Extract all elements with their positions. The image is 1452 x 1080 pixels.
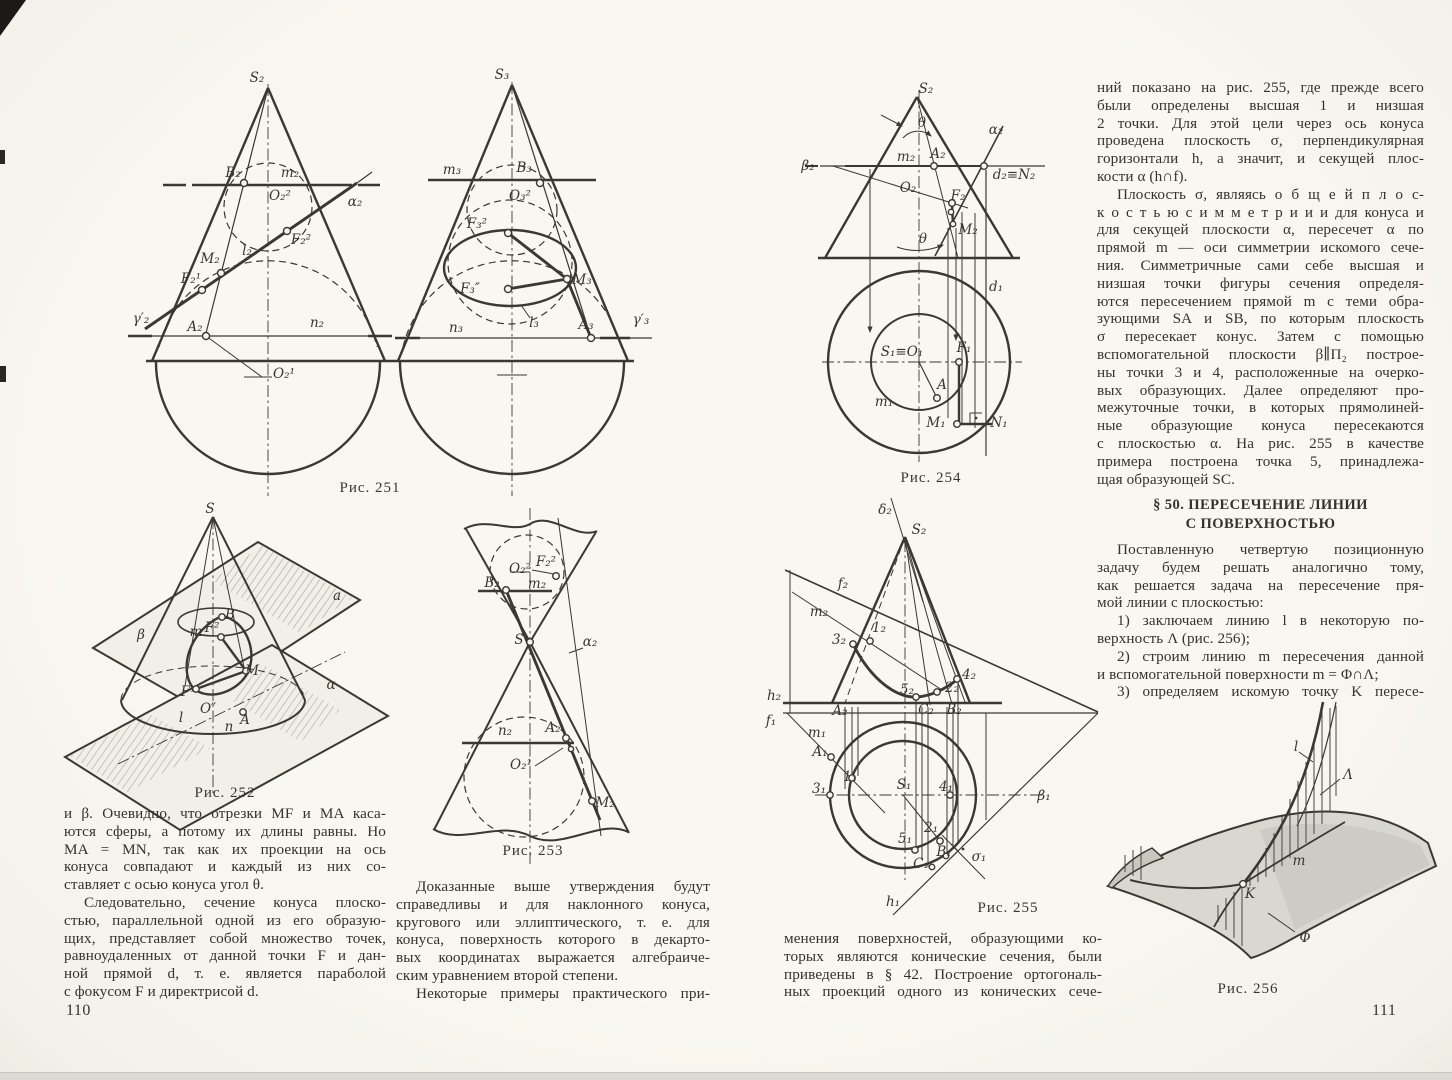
text-line: зующими SA и SB, по которым плоскость	[1097, 310, 1424, 328]
figure-label: m₁	[874, 394, 894, 410]
heading-line2: С ПОВЕРХНОСТЬЮ	[1185, 515, 1336, 532]
text-line: менения поверхностей, образующими ко-	[784, 930, 1102, 947]
text-line: прямой m — оси симметрии искомого сече-	[1097, 239, 1424, 257]
page110-column2-text	[396, 878, 710, 1003]
fig255-caption: Рис. 255	[977, 900, 1039, 916]
figure-label: S	[514, 632, 524, 648]
figure-label: θ	[917, 115, 927, 131]
text-line: примера построена точка 5, принадлежа-	[1097, 452, 1424, 470]
text-line: кругового или эллиптического, т. е. для	[396, 913, 710, 931]
figure-label: M₁	[926, 415, 946, 431]
figure-256-line-surface-intersection	[1100, 700, 1450, 1012]
text-line: ные образующие конуса пересекаются	[1097, 417, 1424, 435]
figure-label: 5₁	[897, 831, 913, 847]
figure-label: C₂	[918, 702, 934, 718]
text-line: горизонтали h, а значит, и секущей плос-	[1097, 150, 1424, 168]
figure-label: m₃	[442, 162, 462, 178]
figure-label: M	[245, 663, 259, 679]
text-line: 1) заключаем линию l в некоторую по-	[1117, 612, 1424, 630]
text-line: межуточные точки, в которых прямолиней-	[1097, 399, 1424, 417]
page111-column-mid	[1097, 541, 1424, 701]
figure-label: n₂	[309, 315, 325, 331]
figure-label: h₁	[885, 894, 901, 910]
text-line: как решается задача на пересечение пря-	[1097, 576, 1424, 594]
figure-label: d₂≡N₂	[992, 167, 1036, 183]
figure-label: A₂	[545, 720, 561, 736]
figure-label: S₁≡O₁	[880, 344, 924, 360]
fig251-right-cone	[392, 82, 652, 496]
figure-254-cone-section-projections	[780, 68, 1102, 496]
figure-label: M₂	[200, 251, 220, 267]
text-line: с плоскостью α. На рис. 255 в качестве	[1097, 434, 1424, 452]
figure-label: C₁	[913, 856, 929, 872]
figure-label: 3₂	[831, 632, 847, 648]
scan-corner-artifact	[0, 0, 26, 36]
text-line: и вспомогательной поверхности m = Φ∩Λ;	[1097, 665, 1379, 683]
figure-label: n₃	[448, 320, 464, 336]
figure-label: A	[240, 712, 250, 728]
figure-label: O″	[199, 701, 217, 717]
text-line: с фокусом F и директрисой d.	[64, 982, 259, 1000]
figure-label: A₂	[832, 703, 848, 719]
text-line: ются сферы, а потому их длины равны. Но	[64, 822, 386, 840]
figure-label: α₂	[988, 122, 1004, 138]
figure-label: δ₂	[878, 502, 892, 518]
figure-label: K	[1244, 886, 1256, 902]
text-line: были определены высшая 1 и низшая	[1097, 96, 1424, 114]
figure-label: F¹	[180, 684, 196, 700]
figure-label: σ₁	[971, 849, 987, 865]
text-line: для секущей плоскости α, пересечет α по	[1097, 221, 1424, 239]
figure-label: M₂	[958, 222, 978, 238]
figure-252-cone-two-planes-3d	[55, 500, 395, 805]
figure-label: A₂	[187, 319, 203, 335]
text-line: конуса, поверхность которого в декарто-	[396, 931, 710, 949]
text-line: ставляет с осью конуса угол θ.	[64, 876, 265, 894]
text-line: и β. Очевидно, что отрезки MF и MA каса-	[64, 805, 386, 822]
figure-label: O₂	[899, 180, 917, 196]
text-line: Поставленную четвертую позиционную	[1117, 541, 1424, 558]
figure-label: A	[937, 377, 947, 393]
figure-label: l₂	[242, 243, 252, 259]
text-line: ния. Симметричные сами себе высшая и	[1097, 256, 1424, 274]
figure-label: 3₁	[811, 781, 827, 797]
figure-label: F₃²	[466, 216, 488, 232]
figure-label: m	[189, 624, 203, 640]
text-line: 2) строим линию m пересечения данной	[1117, 647, 1424, 665]
figure-label: θ	[918, 231, 928, 247]
figure-label: α	[326, 677, 336, 693]
figure-label: F²	[204, 620, 220, 636]
fig254-caption: Рис. 254	[900, 470, 962, 486]
text-line: щих, представляет собой множество точек,	[64, 929, 386, 947]
figure-label: F₂²	[535, 554, 557, 570]
figure-label: F₂²	[290, 232, 312, 248]
text-line: 2 точки. Для этой цели через ось конуса	[1097, 114, 1424, 132]
figure-label: S₂	[249, 70, 265, 86]
page-edge-shadow	[0, 1072, 1452, 1080]
figure-label: m	[1292, 853, 1306, 869]
text-line: щая образующей SC.	[1097, 470, 1236, 488]
figure-label: β₁	[1037, 788, 1051, 804]
figure-label: n	[224, 719, 234, 735]
text-line: 3) определяем искомую точку K пересе-	[1117, 683, 1424, 701]
text-line: ским уравнением второй степени.	[396, 966, 619, 984]
figure-label: 4₁	[938, 779, 954, 795]
figure-label: F₃″	[460, 281, 480, 297]
figure-label: 2₁	[923, 820, 939, 836]
text-line: ных проекций одного из конических сече-	[784, 983, 1102, 1001]
figure-label: m₂	[280, 165, 300, 181]
text-line: Следовательно, сечение конуса плоско-	[84, 893, 386, 911]
figure-label: γ′₃	[632, 312, 650, 328]
figure-label: A₃	[578, 317, 594, 333]
text-line: равноудаленных от данной точки F и дан-	[64, 947, 386, 965]
fig251-left-cone	[128, 84, 392, 496]
figure-255-cone-plane-section-construction	[760, 494, 1105, 918]
text-line: MA = MN, так как их проекции на ось	[64, 840, 386, 858]
figure-label: m₂	[527, 576, 547, 592]
fig256-caption: Рис. 256	[1217, 981, 1279, 997]
fig252-caption: Рис. 252	[194, 785, 256, 801]
figure-label: S₂	[911, 522, 927, 538]
figure-label: O₂¹	[273, 366, 295, 382]
text-line: ний показано на рис. 255, где прежде всего	[1097, 79, 1424, 96]
text-line: стью, параллельной одной из его образую-	[64, 911, 386, 929]
figure-label: B	[225, 607, 235, 623]
figure-label: α₂	[582, 634, 598, 650]
scan-edge-mark	[0, 150, 5, 164]
figure-label: h₂	[766, 688, 782, 704]
figure-label: B₁	[936, 844, 952, 860]
figure-label: M₂	[595, 795, 615, 811]
section-50-heading	[1097, 496, 1424, 533]
text-line: справедливы и для наклонного конуса,	[396, 895, 710, 913]
text-line: проведена плоскость σ, перпендикулярная	[1097, 132, 1424, 150]
text-line: торых являются конические сечения, были	[784, 947, 1102, 965]
figure-label: S₂	[918, 81, 934, 97]
figure-label: l	[1293, 739, 1299, 755]
page-number-111: 111	[1372, 1002, 1397, 1019]
page110-column1-text	[64, 805, 386, 1001]
figure-label: B₃	[516, 160, 532, 176]
fig253-caption: Рис. 253	[502, 843, 564, 859]
figure-label: a	[332, 588, 342, 604]
figure-label: O₃²	[509, 188, 531, 204]
text-line: ной прямой d, т. е. является параболой	[64, 965, 386, 983]
text-line: Доказанные выше утверждения будут	[416, 878, 710, 895]
scan-edge-mark	[0, 366, 6, 382]
figure-label: n₂	[497, 723, 513, 739]
text-line: Некоторые примеры практического при-	[416, 984, 710, 1002]
figure-label: 5₂	[899, 682, 915, 698]
figure-label: S	[205, 501, 215, 517]
figure-label: F₂	[950, 188, 966, 204]
figure-label: 1₂	[871, 620, 887, 636]
figure-label: 4₂	[961, 667, 977, 683]
page111-column-top	[1097, 79, 1424, 488]
text-line: приведены в § 42. Построение ортогональ-	[784, 965, 1102, 983]
figure-label: α₂	[347, 194, 363, 210]
figure-label: M₃	[572, 272, 592, 288]
figure-label: β₂	[801, 158, 815, 174]
text-line: вых образующих. Далее определяют про-	[1097, 381, 1424, 399]
heading-line1: § 50. ПЕРЕСЕЧЕНИЕ ЛИНИИ	[1153, 497, 1368, 513]
figure-label: A₁	[812, 744, 828, 760]
text-line: Плоскость σ, являясь о б щ е й п л о с-	[1117, 185, 1424, 203]
figure-label: 2₂	[944, 680, 960, 696]
figure-label: l	[178, 710, 184, 726]
figure-label: β	[137, 627, 145, 643]
figure-label: O₂²	[269, 188, 291, 204]
text-line: вых координатах выражается алгебраиче-	[396, 949, 710, 967]
figure-label: m₂	[809, 604, 829, 620]
text-line: σ пересекает конус. Затем с помощью	[1097, 328, 1424, 346]
text-line: ны точки 3 и 4, расположенные на очерко-	[1097, 363, 1424, 381]
figure-label: O₂²	[509, 561, 531, 577]
figure-label: O₂¹	[510, 757, 532, 773]
text-line: вспомогательной плоскости β∥П₂ построе-	[1097, 345, 1424, 363]
text-line: к о с т ь ю с и м м е т р и и и для конуса и	[1097, 203, 1424, 221]
page-number-110: 110	[66, 1002, 91, 1019]
text-line: верхность Λ (рис. 256);	[1097, 629, 1251, 647]
figure-label: m₁	[807, 725, 827, 741]
figure-label: B₂	[225, 165, 241, 181]
text-line: мой линии с плоскостью:	[1097, 594, 1264, 612]
figure-label: B₂	[946, 702, 962, 718]
figure-253-double-cone-hyperbola	[415, 498, 720, 870]
figure-label: f₁	[765, 713, 777, 729]
figure-label: S₁	[896, 777, 912, 793]
figure-label: A₂	[930, 146, 946, 162]
text-line: конуса совпадают и каждый из них со-	[64, 858, 386, 876]
figure-label: N₁	[990, 415, 1008, 431]
figure-label: l₃	[529, 315, 539, 331]
figure-label: F₁	[956, 340, 972, 356]
fig251-caption: Рис. 251	[339, 480, 401, 496]
figure-label: f₂	[837, 576, 849, 592]
figure-label: B₂	[484, 575, 500, 591]
figure-label: γ′₂	[132, 311, 150, 327]
figure-label: Λ	[1343, 767, 1353, 783]
text-line: ются пересечением прямой m с теми обра-	[1097, 292, 1424, 310]
page111-column-below-fig255	[784, 930, 1102, 1001]
figure-label: Φ	[1299, 930, 1311, 946]
figure-label: 1₁	[842, 769, 858, 785]
text-line: задачу будем решать аналогично тому,	[1097, 558, 1424, 576]
figure-label: F₂¹	[180, 271, 202, 287]
text-line: кости α (h∩f).	[1097, 167, 1188, 185]
figure-label: d₁	[988, 279, 1004, 295]
text-line: низшая точки фигуры сечения определя-	[1097, 274, 1424, 292]
figure-251-cones-dandelin-spheres	[100, 60, 720, 500]
figure-label: m₂	[896, 149, 916, 165]
figure-label: S₃	[494, 67, 510, 83]
